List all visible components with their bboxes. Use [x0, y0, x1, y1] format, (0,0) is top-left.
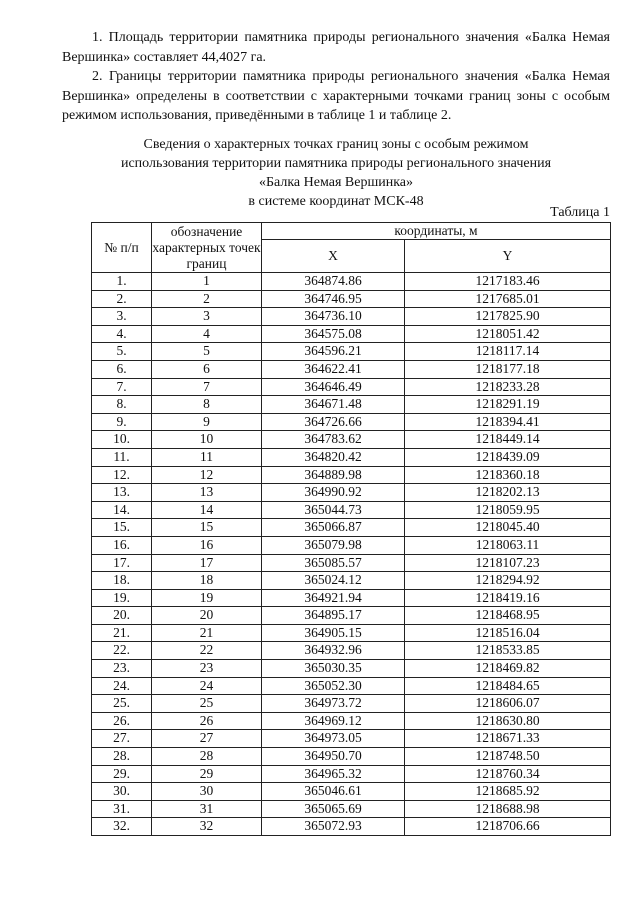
header-x: X: [262, 240, 405, 273]
table-row: [92, 677, 611, 695]
cell-y: 1218045.40: [405, 519, 611, 537]
cell-x: 364905.15: [262, 624, 405, 642]
table-row: [92, 325, 611, 343]
table-body: [92, 273, 611, 836]
cell-point: 17: [152, 554, 262, 572]
cell-num: 17.: [92, 554, 152, 572]
cell-y: 1218630.80: [405, 712, 611, 730]
table-row: [92, 783, 611, 801]
cell-y: 1218484.65: [405, 677, 611, 695]
cell-num: 24.: [92, 677, 152, 695]
cell-y: 1218202.13: [405, 484, 611, 502]
cell-y: 1218468.95: [405, 607, 611, 625]
table-row: [92, 818, 611, 836]
table-row: [92, 624, 611, 642]
cell-y: 1218606.07: [405, 695, 611, 713]
cell-x: 365079.98: [262, 536, 405, 554]
cell-x: 364973.05: [262, 730, 405, 748]
cell-num: 6.: [92, 360, 152, 378]
cell-x: 365085.57: [262, 554, 405, 572]
cell-y: 1218706.66: [405, 818, 611, 836]
cell-y: 1218760.34: [405, 765, 611, 783]
cell-y: 1218117.14: [405, 343, 611, 361]
cell-x: 364889.98: [262, 466, 405, 484]
cell-x: 364575.08: [262, 325, 405, 343]
cell-point: 6: [152, 360, 262, 378]
cell-point: 5: [152, 343, 262, 361]
table-row: [92, 748, 611, 766]
cell-num: 21.: [92, 624, 152, 642]
cell-y: 1218394.41: [405, 413, 611, 431]
cell-point: 32: [152, 818, 262, 836]
cell-y: 1218748.50: [405, 748, 611, 766]
table-row: [92, 308, 611, 326]
cell-point: 2: [152, 290, 262, 308]
cell-point: 10: [152, 431, 262, 449]
table-row: [92, 660, 611, 678]
cell-point: 22: [152, 642, 262, 660]
cell-num: 28.: [92, 748, 152, 766]
cell-x: 364965.32: [262, 765, 405, 783]
cell-num: 3.: [92, 308, 152, 326]
cell-y: 1218671.33: [405, 730, 611, 748]
cell-num: 19.: [92, 589, 152, 607]
cell-point: 24: [152, 677, 262, 695]
coordinates-table: [91, 222, 611, 836]
cell-y: 1217685.01: [405, 290, 611, 308]
cell-num: 14.: [92, 501, 152, 519]
cell-y: 1218233.28: [405, 378, 611, 396]
cell-x: 364932.96: [262, 642, 405, 660]
cell-x: 364921.94: [262, 589, 405, 607]
cell-x: 365066.87: [262, 519, 405, 537]
table-row: [92, 290, 611, 308]
cell-num: 20.: [92, 607, 152, 625]
table-row: [92, 800, 611, 818]
table-row: [92, 501, 611, 519]
cell-y: 1218688.98: [405, 800, 611, 818]
cell-num: 16.: [92, 536, 152, 554]
table-row: [92, 413, 611, 431]
cell-point: 26: [152, 712, 262, 730]
cell-num: 18.: [92, 572, 152, 590]
cell-x: 364895.17: [262, 607, 405, 625]
cell-y: 1218059.95: [405, 501, 611, 519]
cell-point: 14: [152, 501, 262, 519]
cell-x: 364596.21: [262, 343, 405, 361]
cell-y: 1218533.85: [405, 642, 611, 660]
cell-point: 25: [152, 695, 262, 713]
cell-x: 364736.10: [262, 308, 405, 326]
cell-num: 11.: [92, 448, 152, 466]
cell-x: 364726.66: [262, 413, 405, 431]
cell-num: 32.: [92, 818, 152, 836]
cell-num: 15.: [92, 519, 152, 537]
cell-x: 365024.12: [262, 572, 405, 590]
table-row: [92, 484, 611, 502]
header-num: № п/п: [92, 223, 152, 273]
cell-num: 13.: [92, 484, 152, 502]
table-row: [92, 695, 611, 713]
cell-y: 1218469.82: [405, 660, 611, 678]
cell-num: 23.: [92, 660, 152, 678]
cell-point: 16: [152, 536, 262, 554]
cell-y: 1218685.92: [405, 783, 611, 801]
cell-point: 20: [152, 607, 262, 625]
cell-y: 1218449.14: [405, 431, 611, 449]
paragraph-boundaries-text: 2. Границы территории памятника природы регионального значения «Балка Немая Вершинка» определены в соответствии с характерными точками границ зоны с особым режимом использования, приведёнными в таблице 1 и таблице 2.: [62, 69, 610, 123]
table-row: [92, 360, 611, 378]
table-row: [92, 273, 611, 291]
cell-point: 15: [152, 519, 262, 537]
cell-point: 19: [152, 589, 262, 607]
cell-num: 5.: [92, 343, 152, 361]
cell-num: 12.: [92, 466, 152, 484]
cell-point: 30: [152, 783, 262, 801]
cell-x: 365044.73: [262, 501, 405, 519]
cell-num: 22.: [92, 642, 152, 660]
cell-num: 10.: [92, 431, 152, 449]
table-row: [92, 519, 611, 537]
cell-point: 13: [152, 484, 262, 502]
cell-x: 364969.12: [262, 712, 405, 730]
cell-point: 1: [152, 273, 262, 291]
heading-line: использования территории памятника природы регионального значения: [120, 156, 552, 171]
cell-point: 4: [152, 325, 262, 343]
cell-x: 364622.41: [262, 360, 405, 378]
cell-x: 364820.42: [262, 448, 405, 466]
cell-x: 364990.92: [262, 484, 405, 502]
cell-x: 364973.72: [262, 695, 405, 713]
cell-point: 3: [152, 308, 262, 326]
cell-num: 1.: [92, 273, 152, 291]
cell-y: 1218439.09: [405, 448, 611, 466]
cell-point: 27: [152, 730, 262, 748]
table-row: [92, 589, 611, 607]
cell-y: 1218177.18: [405, 360, 611, 378]
cell-x: 365072.93: [262, 818, 405, 836]
table-number-label: Таблица 1: [550, 205, 610, 220]
cell-x: 365046.61: [262, 783, 405, 801]
cell-num: 25.: [92, 695, 152, 713]
cell-point: 21: [152, 624, 262, 642]
cell-point: 9: [152, 413, 262, 431]
table-row: [92, 343, 611, 361]
cell-x: 364783.62: [262, 431, 405, 449]
cell-num: 30.: [92, 783, 152, 801]
cell-x: 364671.48: [262, 396, 405, 414]
cell-y: 1218051.42: [405, 325, 611, 343]
cell-num: 7.: [92, 378, 152, 396]
table-row: [92, 642, 611, 660]
cell-y: 1218360.18: [405, 466, 611, 484]
cell-num: 31.: [92, 800, 152, 818]
cell-x: 365030.35: [262, 660, 405, 678]
table-row: [92, 396, 611, 414]
cell-y: 1217183.46: [405, 273, 611, 291]
cell-point: 18: [152, 572, 262, 590]
table-row: [92, 765, 611, 783]
table-heading: [62, 135, 610, 211]
cell-point: 28: [152, 748, 262, 766]
header-point: обозначение характерных точек границ: [152, 223, 261, 271]
cell-y: 1217825.90: [405, 308, 611, 326]
heading-line: «Балка Немая Вершинка»: [258, 175, 414, 190]
cell-point: 31: [152, 800, 262, 818]
cell-num: 8.: [92, 396, 152, 414]
cell-num: 4.: [92, 325, 152, 343]
heading-line: Сведения о характерных точках границ зоны с особым режимом: [143, 137, 529, 152]
cell-x: 364646.49: [262, 378, 405, 396]
cell-y: 1218291.19: [405, 396, 611, 414]
cell-point: 7: [152, 378, 262, 396]
cell-y: 1218294.92: [405, 572, 611, 590]
paragraph-area-text: 1. Площадь территории памятника природы регионального значения «Балка Немая Вершинка» составляет 44,4027 га.: [62, 30, 610, 65]
table-row: [92, 572, 611, 590]
table-row: [92, 712, 611, 730]
cell-x: 364746.95: [262, 290, 405, 308]
table-row: [92, 554, 611, 572]
cell-x: 365052.30: [262, 677, 405, 695]
paragraph-area: [62, 28, 610, 67]
cell-y: 1218419.16: [405, 589, 611, 607]
cell-y: 1218516.04: [405, 624, 611, 642]
table-header: [92, 223, 611, 273]
cell-num: 27.: [92, 730, 152, 748]
table-row: [92, 378, 611, 396]
table-row: [92, 607, 611, 625]
table-row: [92, 466, 611, 484]
table-row: [92, 448, 611, 466]
cell-x: 364874.86: [262, 273, 405, 291]
cell-num: 29.: [92, 765, 152, 783]
table-row: [92, 730, 611, 748]
cell-num: 9.: [92, 413, 152, 431]
cell-x: 364950.70: [262, 748, 405, 766]
cell-point: 8: [152, 396, 262, 414]
paragraph-boundaries: [62, 67, 610, 126]
header-y: Y: [405, 240, 611, 273]
cell-y: 1218063.11: [405, 536, 611, 554]
cell-y: 1218107.23: [405, 554, 611, 572]
cell-x: 365065.69: [262, 800, 405, 818]
table-row: [92, 431, 611, 449]
cell-num: 26.: [92, 712, 152, 730]
header-coords: координаты, м: [262, 223, 611, 240]
heading-line: в системе координат МСК-48: [248, 194, 424, 209]
cell-num: 2.: [92, 290, 152, 308]
cell-point: 11: [152, 448, 262, 466]
cell-point: 23: [152, 660, 262, 678]
table-row: [92, 536, 611, 554]
cell-point: 12: [152, 466, 262, 484]
cell-point: 29: [152, 765, 262, 783]
